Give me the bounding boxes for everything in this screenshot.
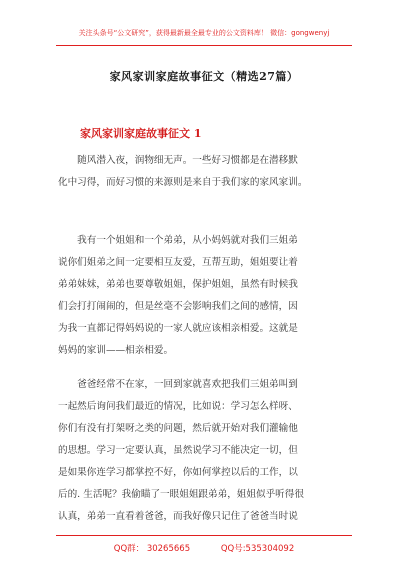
paragraph-line: 一起然后询问我们最近的情况，比如说：学习怎么样呀、 [58,401,298,412]
paragraph-line: 妈妈的家训——相亲相爱。 [58,345,174,356]
paragraph-2 [58,230,348,362]
footer-qq-number: QQ号:535304092 [220,544,295,554]
paragraph-line: 认真，弟弟一直看着爸爸，而我好像只记住了爸爸当时说 [58,511,298,522]
paragraph-line: 后的. 生活呢？我偷瞄了一眼姐姐跟弟弟，姐姐似乎听得很 [58,489,304,500]
paragraph-line: 是如果你连学习都掌控不好，你如何掌控以后的工作，以 [58,467,298,478]
header-divider [56,45,352,46]
paragraph-line: 我有一个姐姐和一个弟弟，从小妈妈就对我们三姐弟 [58,235,298,246]
paragraph-line: 弟弟妹妹，弟弟也要尊敬姐姐，保护姐姐，虽然有时候我 [58,279,298,290]
paragraph-line: 你们有没有打架呀之类的问题，然后就开始对我们灌输他 [58,423,298,434]
section-title: 家风家训家庭故事征文 1 [80,127,202,140]
document-title: 家风家训家庭故事征文（精选27篇） [109,70,299,83]
paragraph-3 [58,374,348,528]
paragraph-line: 为我一直都记得妈妈说的一家人就应该相亲相爱。这就是 [58,323,298,334]
paragraph-line: 化中习得，而好习惯的来源则是来自于我们家的家风家训。 [58,177,308,188]
footer [0,542,408,554]
paragraph-line: 们会打打闹闹的，但是丝毫不会影响我们之间的感情，因 [58,301,298,312]
footer-divider [56,535,352,536]
header-note: 关注头条号“公文研究”，获得最新最全最专业的公文资料库！ 微信：gongwenyj [78,29,330,37]
paragraph-line: 的思想。学习一定要认真，虽然说学习不能决定一切，但 [58,445,298,456]
footer-qq-group: QQ群： 30265665 [113,544,191,554]
paragraph-1 [58,150,348,194]
paragraph-line: 爸爸经常不在家，一回到家就喜欢把我们三姐弟叫到 [58,379,298,390]
paragraph-line: 说你们姐弟之间一定要相互友爱，互帮互助，姐姐要让着 [58,257,298,268]
paragraph-line: 随风潜入夜，润物细无声。一些好习惯都是在潜移默 [58,155,298,166]
